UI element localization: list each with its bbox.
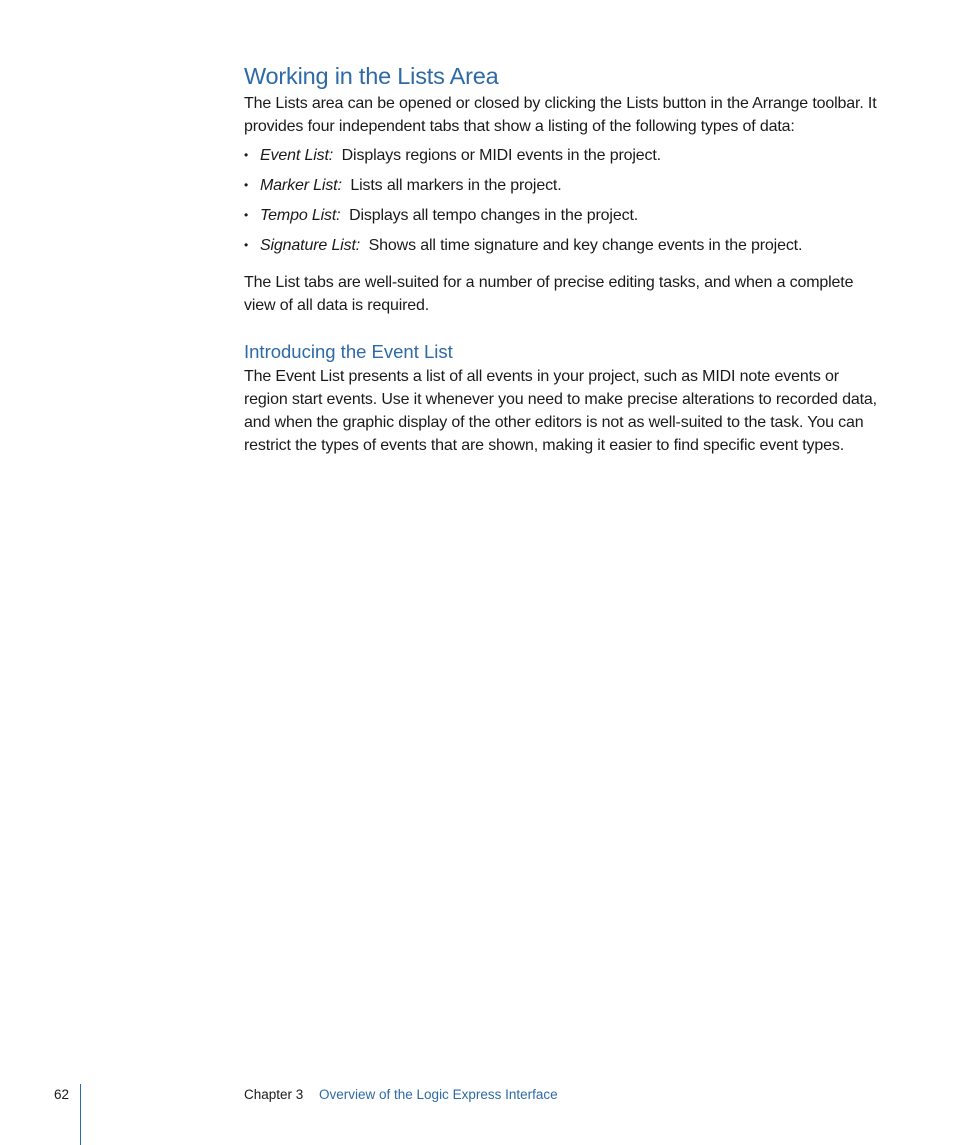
list-item-term: Marker List: xyxy=(260,177,342,194)
list-item-term: Event List: xyxy=(260,147,334,164)
list-item-text: Lists all markers in the project. xyxy=(350,177,562,194)
section-heading: Working in the Lists Area xyxy=(244,63,499,89)
list-item-text: Shows all time signature and key change events in the project. xyxy=(368,237,803,254)
list-item xyxy=(244,174,884,197)
page-content xyxy=(244,60,884,457)
list-item xyxy=(244,204,884,227)
bullet-icon: • xyxy=(244,238,249,252)
list-item-text: Displays regions or MIDI events in the project. xyxy=(341,147,661,164)
bullet-icon: • xyxy=(244,208,249,222)
list-item-term: Signature List: xyxy=(260,237,361,254)
data-types-list xyxy=(244,144,884,257)
page-number: 62 xyxy=(54,1087,70,1102)
section-intro: The Lists area can be opened or closed by clicking the Lists button in the Arrange toolbar. It provides four independent tabs that show a listing of the following types of data: xyxy=(244,95,877,135)
list-item xyxy=(244,234,884,257)
subsection-body: The Event List presents a list of all events in your project, such as MIDI note events or region start events. Use it whenever you need to make precise alterations to recorded data, and when the graphic display of the other editors is not as well-suited to the task. You can restrict the types of events that are shown, making it easier to find specific event types. xyxy=(244,368,877,454)
list-item-text: Displays all tempo changes in the project. xyxy=(349,207,639,224)
footer-divider xyxy=(80,1084,81,1145)
bullet-icon: • xyxy=(244,148,249,162)
footer-chapter-title: Overview of the Logic Express Interface xyxy=(319,1087,558,1102)
bullet-icon: • xyxy=(244,178,249,192)
list-item xyxy=(244,144,884,167)
section-closing: The List tabs are well-suited for a number of precise editing tasks, and when a complete view of all data is required. xyxy=(244,274,854,314)
subsection-heading: Introducing the Event List xyxy=(244,341,453,362)
list-item-term: Tempo List: xyxy=(260,207,341,224)
footer-chapter-label: Chapter 3 xyxy=(244,1087,304,1102)
